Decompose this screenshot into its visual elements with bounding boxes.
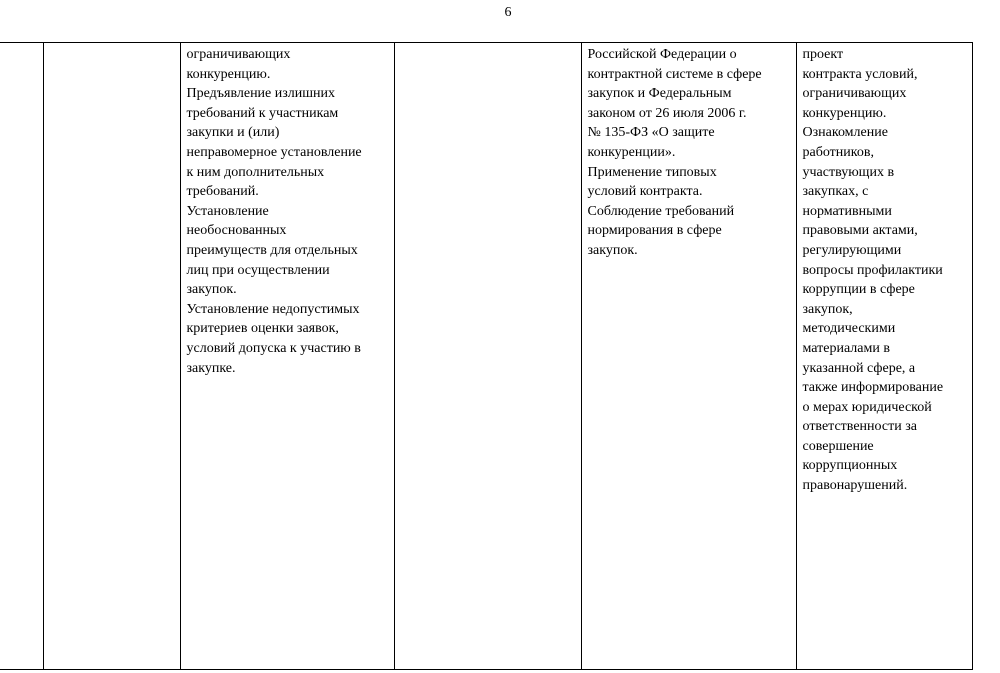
- cell-measures: [581, 43, 796, 670]
- action-paragraph: проект контракта условий, ограничивающих конкуренцию.: [802, 47, 918, 121]
- risk-paragraph: Установление необоснованных преимуществ для отдельных лиц при осуществлении закупок.: [186, 203, 358, 298]
- cell-function: [43, 43, 180, 670]
- page-number: 6: [504, 5, 512, 20]
- cell-number: [0, 43, 43, 670]
- document-table: [0, 42, 973, 670]
- risk-paragraph: Предъявление излишних требований к участникам закупки и (или) неправомерное установление к ним дополнительных требований.: [186, 86, 362, 200]
- cell-positions: [394, 43, 581, 670]
- risk-paragraph: Установление недопустимых критериев оценки заявок, условий допуска к участию в закупке.: [186, 301, 361, 376]
- measure-paragraph: Применение типовых условий контракта.: [587, 164, 717, 200]
- table-row: [0, 43, 972, 670]
- risk-paragraph: ограничивающих конкуренцию.: [186, 47, 291, 82]
- measure-paragraph: Соблюдение требований нормирования в сфере закупок.: [587, 203, 735, 258]
- measure-paragraph: Российской Федерации о контрактной системе в сфере закупок и Федеральным законом от 26 июля 2006 г. № 135-ФЗ «О защите конкуренции».: [587, 47, 762, 160]
- cell-risks: [180, 43, 394, 670]
- cell-actions: [796, 43, 972, 670]
- action-paragraph: Ознакомление работников, участвующих в закупках, с нормативными правовыми актами, регулирующими вопросы профилактики коррупции в сфере закупок, методическими материалами в указанной сфере, а также информирование о мерах юридической ответственности за совершение коррупционных правонарушений.: [802, 125, 944, 494]
